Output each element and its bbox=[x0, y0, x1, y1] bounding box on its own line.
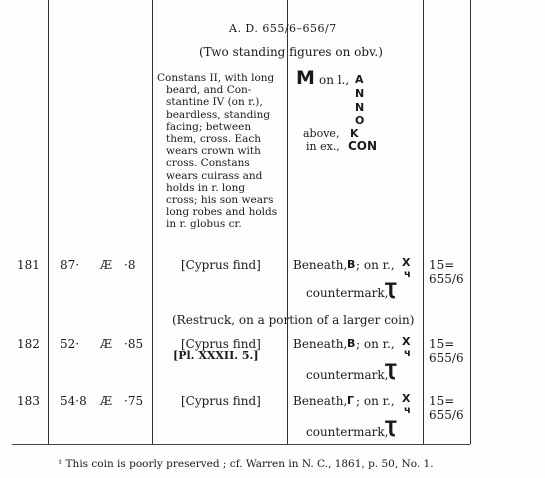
coin-number: 181 bbox=[17, 258, 40, 272]
indiction-date-bottom: 655/6 bbox=[429, 351, 464, 365]
reverse-left-letter: O bbox=[355, 114, 365, 127]
coin-metal: Æ bbox=[100, 337, 113, 351]
right-letter-bottom: ч bbox=[404, 269, 411, 280]
description-line: wears crown with bbox=[166, 145, 261, 158]
description-line: holds in r. long bbox=[166, 181, 246, 194]
reverse-above-letter: K bbox=[350, 127, 359, 140]
countermark-symbol: Ʈ bbox=[385, 361, 397, 381]
reverse-beneath: Beneath, bbox=[293, 258, 348, 272]
indiction-date-top: 15= bbox=[429, 394, 455, 408]
column-rule-5 bbox=[470, 0, 471, 444]
reverse-left-letter: N bbox=[355, 101, 365, 114]
date-range-heading: A. D. 655/6–656/7 bbox=[229, 22, 337, 35]
coin-number: 183 bbox=[17, 394, 40, 408]
reverse-on-right: ; on r., bbox=[356, 258, 395, 272]
officina-letter: Γ bbox=[347, 394, 355, 407]
description-line: in r. globus cr. bbox=[166, 218, 242, 231]
reverse-above-label: above, bbox=[303, 127, 340, 140]
restruck-note: (Restruck, on a portion of a larger coin) bbox=[172, 313, 415, 327]
coin-weight: 54·8 bbox=[60, 394, 87, 408]
reverse-exergue-label: in ex., bbox=[306, 140, 340, 153]
countermark-label: countermark, bbox=[306, 286, 389, 300]
right-letter-bottom: ч bbox=[404, 405, 411, 416]
reverse-beneath: Beneath, bbox=[293, 394, 348, 408]
coin-size: ·85 bbox=[124, 337, 144, 351]
description-line: cross; his son wears bbox=[166, 194, 274, 207]
countermark-label: countermark, bbox=[306, 425, 389, 439]
right-letter-top: X bbox=[402, 392, 411, 405]
indiction-date-top: 15= bbox=[429, 258, 455, 272]
coin-size: ·75 bbox=[124, 394, 144, 408]
coin-number: 182 bbox=[17, 337, 40, 351]
description-line: wears cuirass and bbox=[166, 169, 263, 182]
reverse-big-letter: M bbox=[296, 67, 315, 89]
footnote: ¹ This coin is poorly preserved ; cf. Warren in N. C., 1861, p. 50, No. 1. bbox=[58, 458, 434, 470]
indiction-date-bottom: 655/6 bbox=[429, 408, 464, 422]
reverse-on-left: on l., bbox=[319, 73, 350, 87]
column-rule-2 bbox=[152, 0, 153, 444]
description-line: cross. Constans bbox=[166, 157, 250, 170]
indiction-date-bottom: 655/6 bbox=[429, 272, 464, 286]
countermark-symbol: Ʈ bbox=[385, 280, 397, 300]
description-line: long robes and holds bbox=[166, 206, 278, 219]
plate-reference: [Pl. XXXII. 5.] bbox=[173, 349, 259, 362]
description-line: beardless, standing bbox=[166, 108, 271, 121]
column-rule-4 bbox=[423, 0, 424, 444]
countermark-symbol: Ʈ bbox=[385, 418, 397, 438]
reverse-on-right: ; on r., bbox=[356, 337, 395, 351]
reverse-on-right: ; on r., bbox=[356, 394, 395, 408]
description-line: beard, and Con- bbox=[166, 84, 252, 97]
coin-weight: 87· bbox=[60, 258, 80, 272]
coin-provenance: [Cyprus find] bbox=[181, 394, 261, 408]
column-rule-1 bbox=[48, 0, 49, 444]
description-line: facing; between bbox=[166, 120, 252, 133]
officina-letter: B bbox=[347, 337, 356, 350]
coin-metal: Æ bbox=[100, 394, 113, 408]
right-letter-top: X bbox=[402, 335, 411, 348]
description-line: Constans II, with long bbox=[157, 72, 275, 84]
description-line: them, cross. Each bbox=[166, 133, 262, 146]
reverse-beneath: Beneath, bbox=[293, 337, 348, 351]
description-line: stantine IV (on r.), bbox=[166, 96, 263, 109]
officina-letter: B bbox=[347, 258, 356, 271]
coin-provenance: [Cyprus find] bbox=[181, 337, 261, 351]
reverse-exergue-text: CON bbox=[348, 139, 378, 153]
right-letter-top: X bbox=[402, 256, 411, 269]
reverse-left-letter: N bbox=[355, 87, 365, 100]
coin-weight: 52· bbox=[60, 337, 80, 351]
indiction-date-top: 15= bbox=[429, 337, 455, 351]
column-rule-3 bbox=[287, 0, 288, 444]
coin-metal: Æ bbox=[100, 258, 113, 272]
coin-provenance: [Cyprus find] bbox=[181, 258, 261, 272]
right-letter-bottom: ч bbox=[404, 348, 411, 359]
countermark-label: countermark, bbox=[306, 368, 389, 382]
table-bottom-rule bbox=[12, 444, 470, 445]
reverse-left-letter: A bbox=[355, 73, 364, 86]
obverse-description bbox=[157, 72, 286, 231]
coin-size: ·8 bbox=[124, 258, 136, 272]
obverse-note: (Two standing figures on obv.) bbox=[199, 45, 383, 59]
